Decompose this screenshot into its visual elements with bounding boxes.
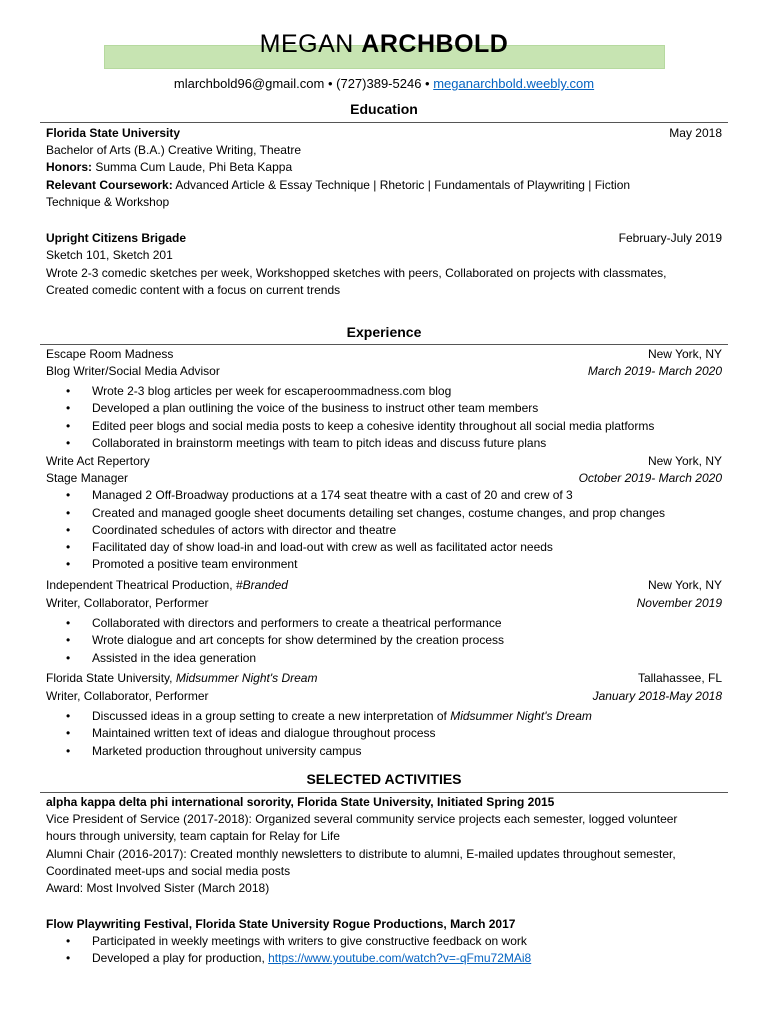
section-divider bbox=[40, 792, 728, 793]
experience-title: Experience bbox=[346, 324, 422, 340]
job-org-title: #Branded bbox=[235, 578, 288, 592]
school2-courses: Sketch 101, Sketch 201 bbox=[46, 248, 173, 262]
activity-line: Vice President of Service (2017-2018): Organized several community service projects each semester, logged volunteer bbox=[46, 812, 678, 826]
list-item-text: Participated in weekly meetings with writers to give constructive feedback on work bbox=[92, 934, 527, 948]
school2-desc-cont: Created comedic content with a focus on current trends bbox=[46, 283, 341, 297]
activity-org: alpha kappa delta phi international sorority, Florida State University, Initiated Spring 2015 bbox=[46, 795, 555, 809]
school2-row bbox=[46, 230, 722, 247]
phone: (727)389-5246 bbox=[336, 76, 422, 91]
job-role-row bbox=[46, 688, 722, 705]
bullet: • bbox=[66, 488, 71, 502]
bullet: • bbox=[66, 709, 71, 723]
list-item-text: Maintained written text of ideas and dialogue throughout process bbox=[92, 726, 436, 740]
bullet: • bbox=[66, 726, 71, 740]
job-role-row bbox=[46, 595, 722, 612]
school2-desc: Wrote 2-3 comedic sketches per week, Workshopped sketches with peers, Collaborated on projects with classmates, bbox=[46, 266, 667, 280]
job-dates: March 2019- March 2020 bbox=[587, 364, 722, 378]
bullet: • bbox=[66, 557, 71, 571]
bullet: • bbox=[66, 384, 71, 398]
job-location: Tallahassee, FL bbox=[637, 671, 722, 685]
coursework bbox=[46, 177, 722, 194]
job-org-title: Midsummer Night's Dream bbox=[175, 671, 318, 685]
job-org: Write Act Repertory bbox=[46, 454, 150, 468]
job-location: New York, NY bbox=[647, 347, 722, 361]
honors-text: Summa Cum Laude, Phi Beta Kappa bbox=[92, 160, 293, 174]
activity-line: Award: Most Involved Sister (March 2018) bbox=[46, 881, 270, 895]
bullet: • bbox=[66, 616, 71, 630]
job-role: Writer, Collaborator, Performer bbox=[46, 689, 209, 703]
education-title: Education bbox=[350, 101, 418, 117]
list-item-text-plain: Discussed ideas in a group setting to create a new interpretation of bbox=[92, 709, 451, 723]
school-name: Upright Citizens Brigade bbox=[46, 231, 187, 245]
list-item-text bbox=[92, 708, 592, 725]
job-role: Writer, Collaborator, Performer bbox=[46, 596, 209, 610]
job-dates: November 2019 bbox=[636, 596, 722, 610]
list-item-text: Coordinated schedules of actors with director and theatre bbox=[92, 523, 397, 537]
school-date: May 2018 bbox=[669, 126, 722, 140]
job-role: Stage Manager bbox=[46, 471, 129, 485]
job-header bbox=[46, 346, 722, 363]
school-name: Florida State University bbox=[46, 126, 181, 140]
coursework-text: Advanced Article & Essay Technique | Rhetoric | Fundamentals of Playwriting | Fiction bbox=[172, 178, 631, 192]
list-item-text: Developed a plan outlining the voice of the business to instruct other team members bbox=[92, 401, 539, 415]
job-dates: October 2019- March 2020 bbox=[578, 471, 722, 485]
job-org: Florida State University, bbox=[46, 671, 176, 685]
bullet: • bbox=[66, 419, 71, 433]
bullet: • bbox=[66, 651, 71, 665]
job-header bbox=[46, 577, 722, 594]
contact-line bbox=[0, 76, 768, 91]
school-date: February-July 2019 bbox=[618, 231, 722, 245]
job-location: New York, NY bbox=[647, 578, 722, 592]
honors-label: Honors: bbox=[46, 160, 92, 174]
school1-row bbox=[46, 125, 722, 142]
job-location: New York, NY bbox=[647, 454, 722, 468]
bullet: • bbox=[66, 633, 71, 647]
list-item-text: Marketed production throughout university campus bbox=[92, 744, 362, 758]
job-role: Blog Writer/Social Media Advisor bbox=[46, 364, 220, 378]
bullet: • bbox=[66, 506, 71, 520]
job-role-row bbox=[46, 470, 722, 487]
list-item-text: Facilitated day of show load-in and load-out with crew as well as facilitated actor needs bbox=[92, 540, 553, 554]
degree: Bachelor of Arts (B.A.) Creative Writing, Theatre bbox=[46, 143, 301, 157]
youtube-link[interactable]: https://www.youtube.com/watch?v=-qFmu72MAi8 bbox=[268, 951, 532, 965]
honors bbox=[46, 159, 722, 176]
separator: • bbox=[324, 76, 337, 91]
list-item-text: Managed 2 Off-Broadway productions at a 174 seat theatre with a cast of 20 and crew of 3 bbox=[92, 488, 573, 502]
email: mlarchbold96@gmail.com bbox=[173, 76, 325, 91]
bullet: • bbox=[66, 934, 71, 948]
job-role-row bbox=[46, 363, 722, 380]
job-org: Independent Theatrical Production, bbox=[46, 578, 236, 592]
list-item-text: Wrote dialogue and art concepts for show determined by the creation process bbox=[92, 633, 505, 647]
list-item-text: Wrote 2-3 blog articles per week for escaperoommadness.com blog bbox=[92, 384, 452, 398]
bullet: • bbox=[66, 540, 71, 554]
activity-line: Coordinated meet-ups and social media posts bbox=[46, 864, 291, 878]
website-link[interactable]: meganarchbold.weebly.com bbox=[433, 76, 595, 91]
list-item-text: Collaborated with directors and performers to create a theatrical performance bbox=[92, 616, 502, 630]
section-divider bbox=[40, 344, 728, 345]
candidate-name bbox=[0, 30, 768, 59]
job-header bbox=[46, 670, 722, 687]
bullet: • bbox=[66, 401, 71, 415]
list-item-text: Created and managed google sheet documents detailing set changes, costume changes, and prop changes bbox=[92, 506, 666, 520]
separator: • bbox=[421, 76, 434, 91]
last-name: ARCHBOLD bbox=[361, 30, 509, 58]
section-divider bbox=[40, 122, 728, 123]
bullet: • bbox=[66, 951, 71, 965]
list-item-text: Promoted a positive team environment bbox=[92, 557, 298, 571]
job-org: Escape Room Madness bbox=[46, 347, 174, 361]
first-name: MEGAN bbox=[259, 30, 354, 58]
list-item-text: Collaborated in brainstorm meetings with team to pitch ideas and discuss future plans bbox=[92, 436, 547, 450]
activities-title: SELECTED ACTIVITIES bbox=[306, 771, 462, 787]
list-item-text-plain: Developed a play for production, bbox=[92, 951, 269, 965]
activity-line: hours through university, team captain for Relay for Life bbox=[46, 829, 340, 843]
play-title: Midsummer Night's Dream bbox=[450, 709, 592, 723]
coursework-cont: Technique & Workshop bbox=[46, 195, 170, 209]
activity-line: Alumni Chair (2016-2017): Created monthly newsletters to distribute to alumni, E-mailed updates throughout semester, bbox=[46, 847, 676, 861]
bullet: • bbox=[66, 744, 71, 758]
list-item-text bbox=[92, 950, 531, 967]
job-dates: January 2018-May 2018 bbox=[592, 689, 722, 703]
list-item-text: Edited peer blogs and social media posts to keep a cohesive identity throughout all social media platforms bbox=[92, 419, 655, 433]
bullet: • bbox=[66, 436, 71, 450]
list-item-text: Assisted in the idea generation bbox=[92, 651, 257, 665]
coursework-label: Relevant Coursework: bbox=[46, 178, 173, 192]
activity-org: Flow Playwriting Festival, Florida State University Rogue Productions, March 2017 bbox=[46, 917, 516, 931]
job-header bbox=[46, 453, 722, 470]
bullet: • bbox=[66, 523, 71, 537]
